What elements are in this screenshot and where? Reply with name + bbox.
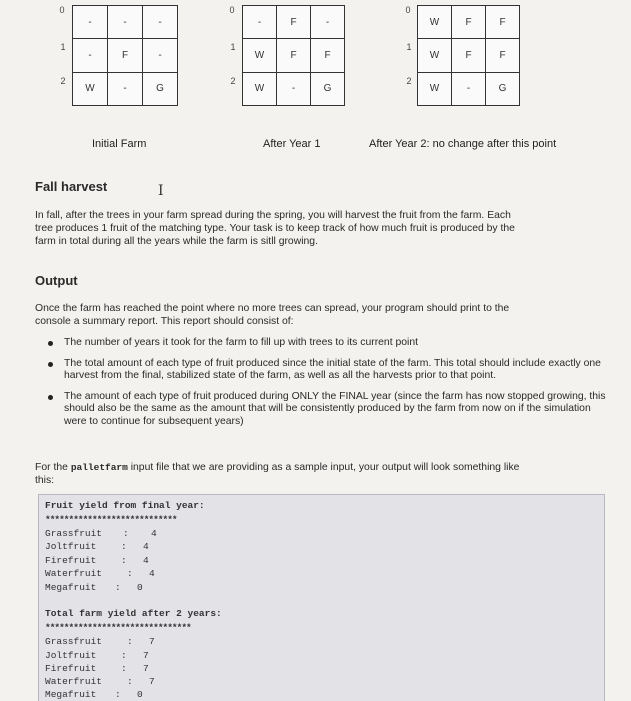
grid-cell: G (311, 73, 345, 106)
grid-cell: F (486, 39, 520, 72)
final-year-name: Grassfruit (45, 528, 103, 539)
total-yield-name: Grassfruit (45, 636, 103, 647)
grid-cell: W (243, 73, 277, 106)
sample-intro-line (35, 462, 519, 475)
grid-cell: G (143, 73, 178, 106)
grid-caption: Initial Farm (92, 138, 147, 150)
sample-filename: palletfarm (70, 462, 128, 473)
grid-cell: F (486, 6, 520, 39)
output-intro-line: console a summary report. This report should consist of: (35, 316, 294, 327)
after-year-2-grid (417, 5, 520, 106)
grid-cell: F (452, 39, 486, 72)
sample-intro-line-2: this: (35, 475, 55, 486)
grid-cell: - (108, 6, 143, 39)
separator: : (121, 541, 127, 552)
grid-cell: - (108, 73, 143, 106)
fall-harvest-line: farm in total during all the years while the farm is sitll growing. (35, 236, 318, 247)
final-year-name: Joltfruit (45, 541, 97, 552)
initial-farm-grid (72, 5, 178, 106)
list-item: The number of years it took for the farm to fill up with trees to its current point (40, 337, 610, 350)
output-requirements-list (40, 337, 610, 436)
grid-cell: - (311, 6, 345, 39)
total-yield-name: Megafruit (45, 689, 97, 700)
text-cursor-icon: I (158, 183, 164, 199)
grid-cell: G (486, 73, 520, 106)
grid-row-label: 1 (60, 42, 66, 52)
grid-col-label: 0 (229, 5, 235, 15)
grid-col-label: 0 (59, 5, 65, 15)
total-yield-value: 7 (143, 663, 149, 674)
fall-harvest-line: tree produces 1 fruit of the matching type. Your task is to keep track of how much fruit is produced by the (35, 223, 515, 234)
final-year-value: 4 (143, 541, 149, 552)
separator: : (121, 555, 127, 566)
final-year-stars: **************************** (45, 514, 177, 525)
total-yield-value: 7 (149, 636, 155, 647)
grid-cell: - (73, 6, 108, 39)
separator: : (121, 663, 127, 674)
grid-row-label: 1 (230, 42, 236, 52)
grid-row-label: 1 (406, 42, 412, 52)
grid-cell: W (418, 73, 452, 106)
list-item: The total amount of each type of fruit produced since the initial state of the farm. This total should include exactly one harvest from the final, stabilized state of the farm, as well as all the harvests prior to that point. (40, 358, 610, 383)
grid-cell: - (452, 73, 486, 106)
grid-cell: F (311, 39, 345, 72)
separator: : (123, 528, 129, 539)
separator: : (127, 636, 133, 647)
total-yield-value: 0 (137, 689, 143, 700)
total-yield-name: Firefruit (45, 663, 97, 674)
grid-caption: After Year 2: no change after this point (369, 138, 557, 150)
final-year-value: 4 (151, 528, 157, 539)
grid-cell: W (418, 6, 452, 39)
grid-cell: - (243, 6, 277, 39)
after-year-1-grid (242, 5, 345, 106)
total-yield-name: Joltfruit (45, 650, 97, 661)
grid-cell: F (277, 39, 311, 72)
final-year-value: 4 (143, 555, 149, 566)
separator: : (115, 689, 121, 700)
grid-cell: W (73, 73, 108, 106)
final-year-name: Megafruit (45, 582, 97, 593)
final-year-value: 4 (149, 568, 155, 579)
fall-harvest-line: In fall, after the trees in your farm spread during the spring, you will harvest the fruit from the farm. Each (35, 210, 511, 221)
final-year-name: Firefruit (45, 555, 97, 566)
output-heading: Output (35, 273, 78, 288)
fall-harvest-heading: Fall harvest (35, 179, 108, 194)
grid-cell: F (277, 6, 311, 39)
separator: : (127, 676, 133, 687)
total-yield-stars: ******************************* (45, 622, 191, 633)
grid-row-label: 2 (230, 76, 236, 86)
output-intro-line: Once the farm has reached the point where no more trees can spread, your program should print to the (35, 303, 510, 314)
sample-prefix: For the (35, 462, 71, 473)
grid-cell: - (143, 39, 178, 72)
total-yield-name: Waterfruit (45, 676, 103, 687)
final-year-name: Waterfruit (45, 568, 103, 579)
total-yield-title: Total farm yield after 2 years: (45, 608, 222, 619)
grid-cell: F (108, 39, 143, 72)
grid-col-label: 0 (405, 5, 411, 15)
grid-cell: - (73, 39, 108, 72)
grid-row-label: 2 (60, 76, 66, 86)
list-item: The amount of each type of fruit produced during ONLY the FINAL year (since the farm has now stopped growing, this should also be the same as the amount that will be consistently produced by the farm from now on if the simulation were to continue for subsequent years) (40, 391, 610, 429)
grid-cell: W (418, 39, 452, 72)
separator: : (127, 568, 133, 579)
total-yield-value: 7 (143, 650, 149, 661)
separator: : (115, 582, 121, 593)
grid-cell: F (452, 6, 486, 39)
grid-cell: - (277, 73, 311, 106)
grid-cell: - (143, 6, 178, 39)
grid-row-label: 2 (406, 76, 412, 86)
sample-output-code-block (38, 494, 605, 701)
final-year-value: 0 (137, 582, 143, 593)
grid-cell: W (243, 39, 277, 72)
total-yield-value: 7 (149, 676, 155, 687)
final-year-title: Fruit yield from final year: (45, 500, 205, 511)
sample-suffix: input file that we are providing as a sample input, your output will look something like (127, 462, 520, 473)
grid-caption: After Year 1 (263, 138, 321, 150)
separator: : (121, 650, 127, 661)
